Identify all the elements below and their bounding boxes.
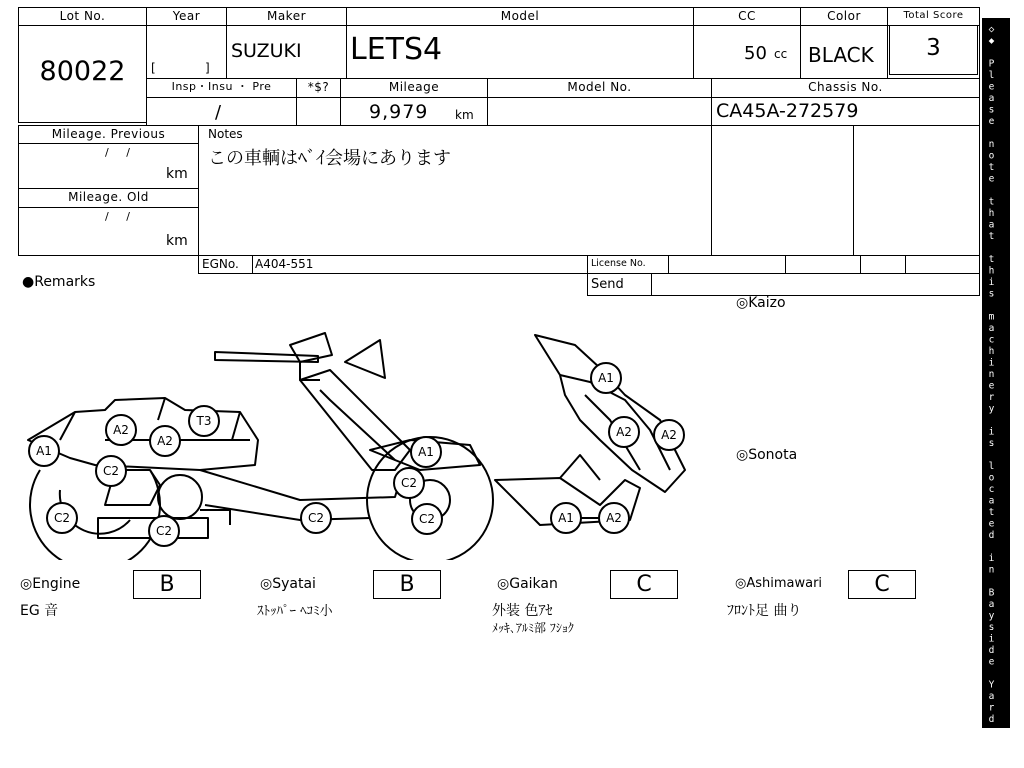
chassis-header: Chassis No. <box>711 78 980 98</box>
gaikan-grade-box: C <box>610 570 678 599</box>
license-cell-2 <box>785 255 861 274</box>
front-fairing <box>535 335 685 492</box>
lot-no-cell <box>18 25 147 123</box>
cc-unit: cc <box>774 47 788 61</box>
eg-value: A404-551 <box>255 257 314 271</box>
ashimawari-grade-box: C <box>848 570 916 599</box>
sonota-label: ◎Sonota <box>736 447 798 463</box>
color-header: Color <box>800 7 888 26</box>
damage-mark: A1 <box>28 435 60 467</box>
year-cell <box>146 25 227 79</box>
color-cell <box>800 25 888 79</box>
mileage-previous-cell <box>18 143 199 189</box>
syatai-grade-box: B <box>373 570 441 599</box>
mileage-previous-header: Mileage. Previous <box>18 125 199 144</box>
gaikan-grade-note-2: ﾒｯｷ､ｱﾙﾐ部 ﾌｼｮｸ <box>492 621 574 635</box>
eg-label-cell <box>198 255 253 274</box>
engine-grade-note: EG 音 <box>20 603 59 619</box>
lot-no-header: Lot No. <box>18 7 147 26</box>
steering-column <box>300 370 410 470</box>
headlight <box>290 333 332 362</box>
mileage-previous-unit: km <box>166 166 188 182</box>
mileage-value: 9,979 <box>369 101 429 123</box>
lot-no-value: 80022 <box>39 56 126 87</box>
damage-mark: A2 <box>653 419 685 451</box>
mark-connector <box>580 510 600 526</box>
mileage-previous-value: / / <box>105 146 130 159</box>
total-score-value: 3 <box>926 35 941 61</box>
front-lower-line <box>560 455 600 480</box>
maker-cell <box>226 25 347 79</box>
kaizo-label: ◎Kaizo <box>736 295 786 311</box>
location-banner <box>982 18 1010 760</box>
maker-header: Maker <box>226 7 347 26</box>
windshield <box>345 340 385 378</box>
ashimawari-grade-label: ◎Ashimawari <box>735 576 823 591</box>
chassis-cell <box>711 97 980 126</box>
engine-grade-box: B <box>133 570 201 599</box>
model-no-cell <box>487 97 712 126</box>
location-banner-text: ◇◆ Please note that this machinery is located in Bayside Yard ◆◇ <box>986 24 997 760</box>
notes-label: Notes <box>208 127 243 141</box>
total-score-header: Total Score <box>887 7 980 26</box>
model-header: Model <box>346 7 694 26</box>
insp-value: / <box>215 102 222 123</box>
star-header: *$? <box>296 78 341 98</box>
damage-mark: A2 <box>608 416 640 448</box>
total-score-box <box>889 25 978 75</box>
insp-cell <box>146 97 297 126</box>
damage-mark: C2 <box>148 515 180 547</box>
damage-mark: A2 <box>598 502 630 534</box>
license-cell-3 <box>860 255 906 274</box>
cc-value: 50 <box>744 43 767 64</box>
license-cell-4 <box>905 255 980 274</box>
model-no-header: Model No. <box>487 78 712 98</box>
damage-mark: C2 <box>95 455 127 487</box>
damage-mark: C2 <box>300 502 332 534</box>
damage-mark: T3 <box>188 405 220 437</box>
year-header: Year <box>146 7 227 26</box>
year-bracket-close: ] <box>205 61 210 75</box>
syatai-grade-note: ｽﾄｯﾊﾟｰ ﾍｺﾐ小 <box>257 604 333 619</box>
notes-blank-1 <box>711 125 854 256</box>
damage-mark: A1 <box>590 362 622 394</box>
license-label: License No. <box>591 258 646 269</box>
damage-mark: A1 <box>410 436 442 468</box>
send-label-cell <box>587 273 652 296</box>
mileage-header: Mileage <box>340 78 488 98</box>
gaikan-grade-label: ◎Gaikan <box>497 576 558 592</box>
damage-mark: A2 <box>149 425 181 457</box>
mileage-old-header: Mileage. Old <box>18 188 199 208</box>
mileage-cell <box>340 97 488 126</box>
year-bracket-open: [ <box>151 61 156 75</box>
cc-header: CC <box>693 7 801 26</box>
maker-value: SUZUKI <box>231 40 302 62</box>
chassis-value: CA45A-272579 <box>716 100 859 122</box>
license-label-cell <box>587 255 669 274</box>
send-value-cell <box>651 273 980 296</box>
mileage-old-cell <box>18 207 199 256</box>
ashimawari-grade-note: ﾌﾛﾝﾄ足 曲り <box>727 603 802 619</box>
remarks-label: ●Remarks <box>22 274 96 290</box>
eg-label: EGNo. <box>202 257 239 271</box>
model-cell <box>346 25 694 79</box>
mileage-old-unit: km <box>166 233 188 249</box>
engine-grade-label: ◎Engine <box>20 576 81 592</box>
send-label: Send <box>591 277 624 292</box>
notes-cell <box>198 125 712 256</box>
damage-mark: C2 <box>46 502 78 534</box>
damage-mark: A2 <box>105 414 137 446</box>
eg-value-cell <box>252 255 588 274</box>
license-cell-1 <box>668 255 786 274</box>
mileage-unit: km <box>455 108 474 122</box>
damage-mark: C2 <box>411 503 443 535</box>
mileage-old-value: / / <box>105 210 130 223</box>
damage-mark: C2 <box>393 467 425 499</box>
model-value: LETS4 <box>350 32 443 67</box>
syatai-grade-label: ◎Syatai <box>260 576 316 592</box>
floorboard <box>200 470 400 500</box>
gaikan-grade-note-1: 外装 色ｱｾ <box>492 603 553 619</box>
insp-header: Insp・Insu ・ Pre <box>146 78 297 98</box>
color-value: BLACK <box>808 43 874 67</box>
damage-mark: A1 <box>550 502 582 534</box>
engine-case <box>158 475 202 519</box>
cc-cell <box>693 25 801 79</box>
notes-text: この車輌はﾍﾞｲ会場にあります <box>208 148 451 169</box>
notes-blank-2 <box>853 125 980 256</box>
star-cell <box>296 97 341 126</box>
